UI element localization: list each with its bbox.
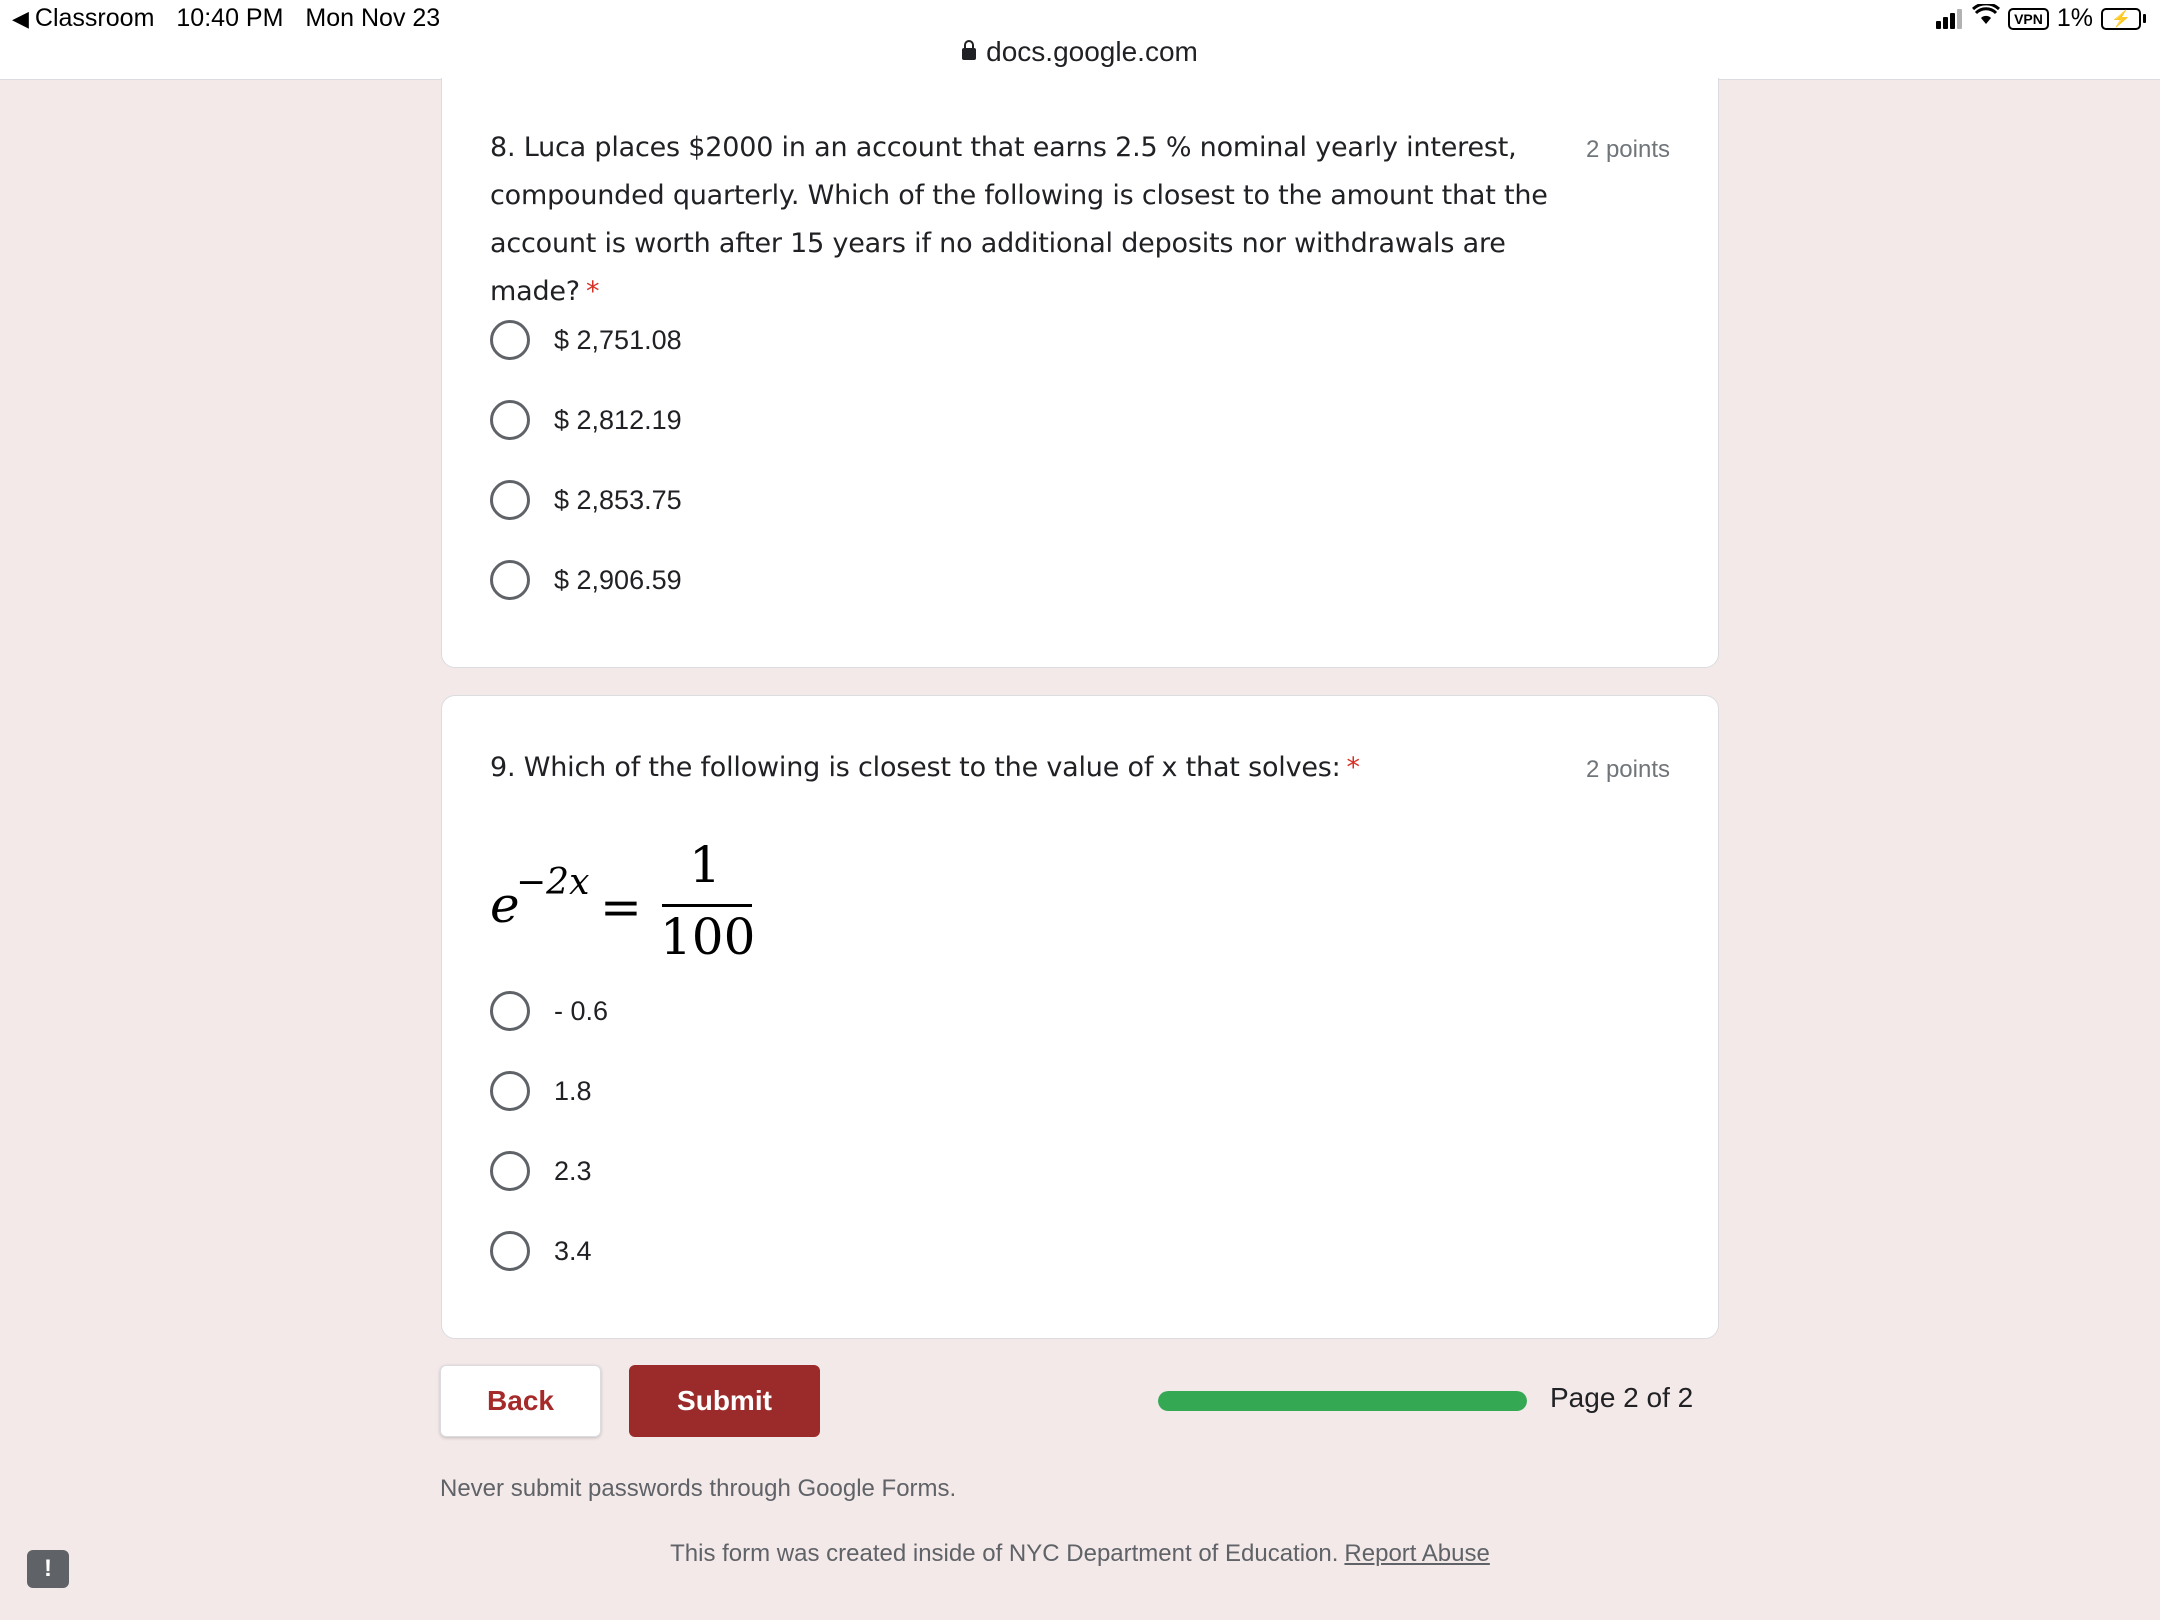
status-date: Mon Nov 23 <box>305 4 441 32</box>
radio-option[interactable] <box>490 478 682 522</box>
radio-button[interactable] <box>490 400 530 440</box>
status-bar-left <box>12 4 462 33</box>
question-points: 2 points <box>1585 136 1670 163</box>
report-abuse-link[interactable]: Report Abuse <box>1344 1540 1490 1567</box>
url-text: docs.google.com <box>986 36 1198 67</box>
radio-button[interactable] <box>490 480 530 520</box>
radio-option[interactable] <box>490 1229 592 1273</box>
radio-button[interactable] <box>490 320 530 360</box>
equation-numerator: 1 <box>689 836 721 894</box>
radio-option[interactable] <box>490 558 682 602</box>
option-label: 3.4 <box>554 1235 592 1266</box>
required-asterisk: * <box>585 276 600 307</box>
created-by-text: This form was created inside of NYC Department of Education. <box>670 1540 1339 1567</box>
url-bar[interactable] <box>0 36 2160 68</box>
browser-top-bar <box>0 0 2160 80</box>
back-to-app-icon[interactable]: ◀ <box>12 5 29 31</box>
option-label: $ 2,751.08 <box>554 324 682 355</box>
radio-option[interactable] <box>490 398 682 442</box>
equation-equals: = <box>600 878 642 936</box>
progress-bar <box>1158 1391 1527 1411</box>
radio-button[interactable] <box>490 560 530 600</box>
radio-option[interactable] <box>490 318 682 362</box>
option-label: $ 2,812.19 <box>554 404 682 435</box>
wifi-icon <box>1972 4 2000 33</box>
option-label: $ 2,906.59 <box>554 564 682 595</box>
radio-button[interactable] <box>490 1231 530 1271</box>
radio-option[interactable] <box>490 1149 592 1193</box>
question-text: 9. Which of the following is closest to the value of x that solves: <box>490 752 1341 783</box>
battery-charging-icon: ⚡ <box>2101 8 2146 30</box>
question-card-9 <box>441 695 1719 1339</box>
equation-image <box>490 836 790 966</box>
back-app-label[interactable]: Classroom <box>34 4 155 32</box>
form-footer <box>0 1540 2160 1568</box>
page-indicator: Page 2 of 2 <box>1550 1382 1694 1413</box>
question-points: 2 points <box>1585 756 1670 783</box>
password-warning: Never submit passwords through Google Forms. <box>440 1475 957 1502</box>
option-label: - 0.6 <box>554 995 609 1026</box>
status-time: 10:40 PM <box>176 4 284 32</box>
question-title <box>490 744 1570 792</box>
question-title <box>490 124 1570 316</box>
option-label: 2.3 <box>554 1155 592 1186</box>
battery-percent: 1% <box>2056 4 2093 32</box>
equation-exponent: −2x <box>516 862 590 903</box>
progress-bar-fill <box>1158 1391 1527 1411</box>
status-bar-right <box>1928 4 2146 33</box>
question-text: 8. Luca places $2000 in an account that earns 2.5 % nominal yearly interest, compounded quarterly. Which of the following is closest to the amount that the account is worth after 15 years if no additional deposits nor withdrawals are made? <box>490 132 1548 307</box>
fraction-bar <box>662 904 752 907</box>
submit-button[interactable]: Submit <box>629 1365 820 1437</box>
required-asterisk: * <box>1346 752 1360 783</box>
radio-button[interactable] <box>490 1071 530 1111</box>
option-label: 1.8 <box>554 1075 592 1106</box>
feedback-icon[interactable]: ! <box>27 1550 69 1588</box>
equation-base: e <box>490 876 520 934</box>
radio-option[interactable] <box>490 1069 592 1113</box>
lock-icon <box>962 48 976 60</box>
equation-denominator: 100 <box>660 908 756 966</box>
radio-option[interactable] <box>490 989 608 1033</box>
option-label: $ 2,853.75 <box>554 484 682 515</box>
vpn-badge: VPN <box>2008 8 2049 30</box>
cellular-signal-icon <box>1936 9 1964 29</box>
back-button[interactable]: Back <box>440 1365 601 1437</box>
radio-button[interactable] <box>490 991 530 1031</box>
radio-button[interactable] <box>490 1151 530 1191</box>
question-card-8 <box>441 78 1719 668</box>
